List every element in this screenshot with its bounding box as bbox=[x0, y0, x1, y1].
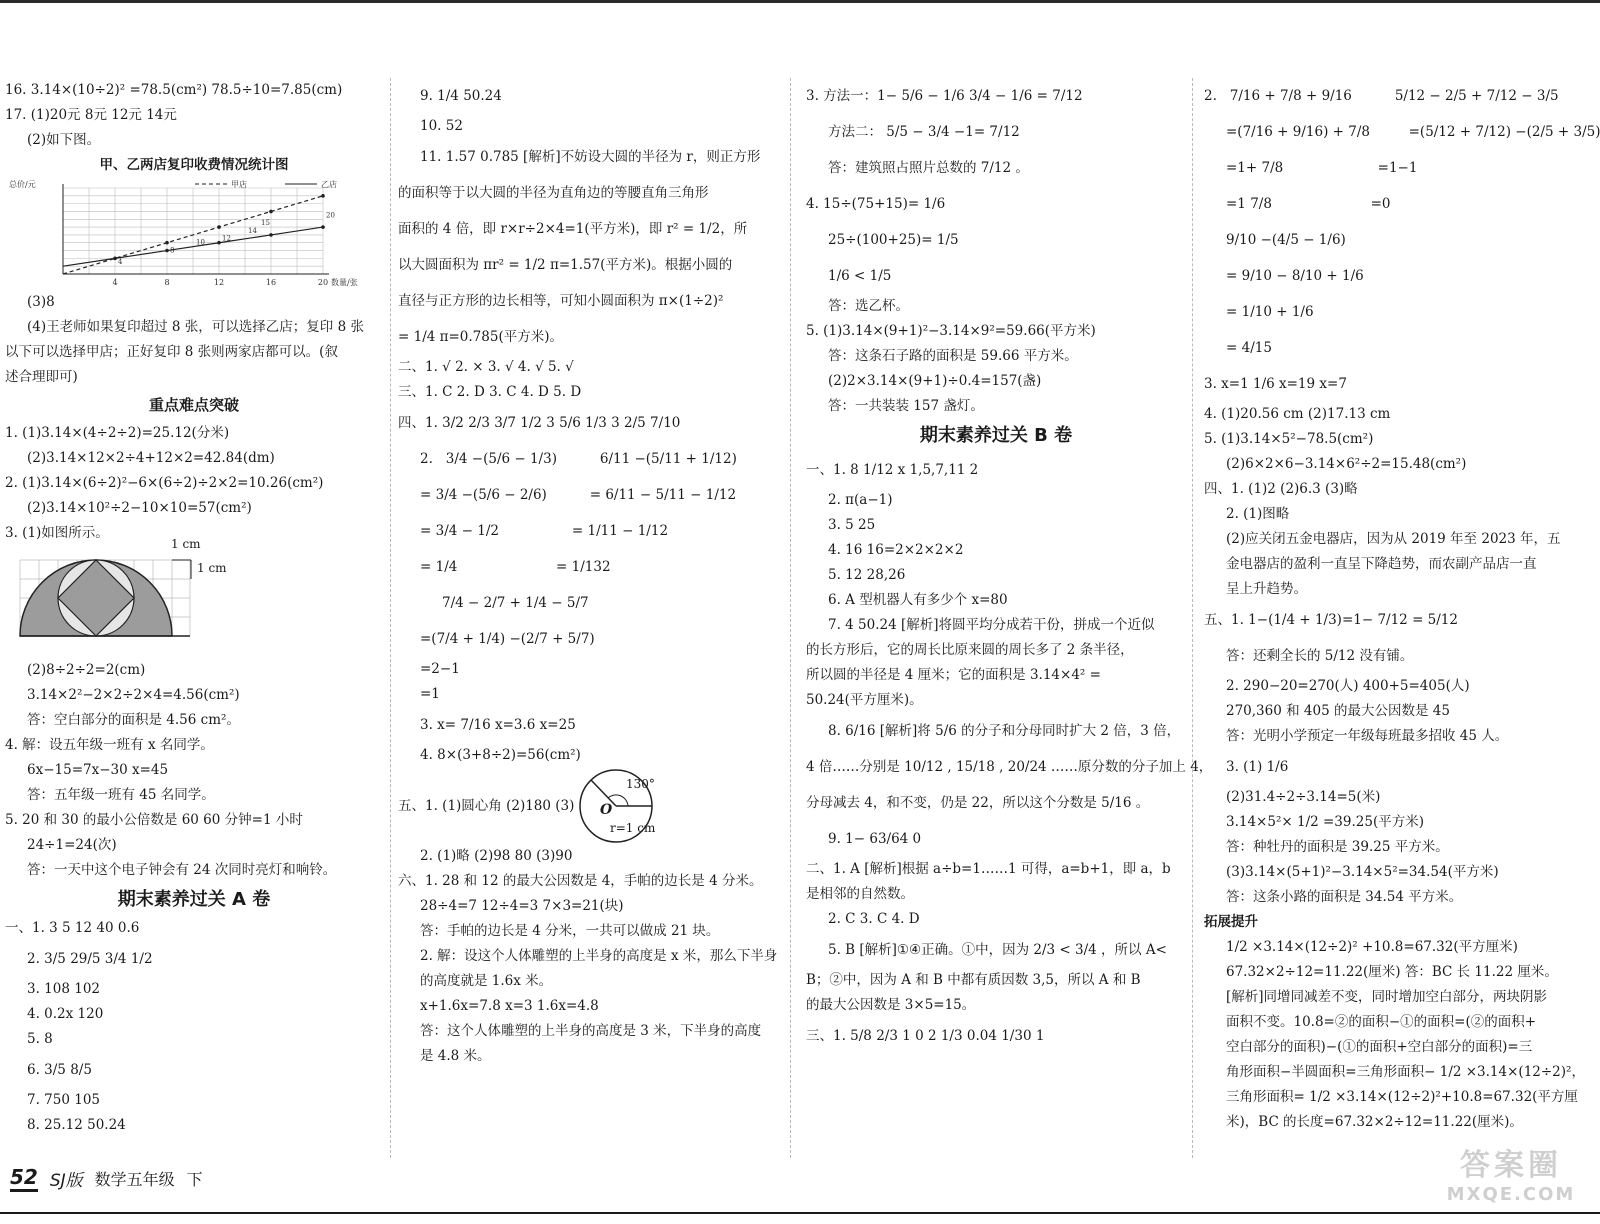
answer-line: 面积的 4 倍，即 r×r÷2×4=1(平方米)，即 r² = 1/2，所 bbox=[398, 221, 748, 237]
column-separator bbox=[1192, 78, 1193, 1158]
answer-line: 28÷4=7 12÷4=3 7×3=21(块) bbox=[420, 898, 624, 914]
answer-line: 述合理即可) bbox=[5, 369, 78, 385]
answer-line: 的面积等于以大圆的半径为直角边的等腰直角三角形 bbox=[398, 185, 709, 201]
answer-line: 是相邻的自然数。 bbox=[806, 886, 914, 902]
answer-line: 8. 25.12 50.24 bbox=[27, 1117, 126, 1133]
answer-line: 二、1. √ 2. × 3. √ 4. √ 5. √ bbox=[398, 359, 574, 375]
answer-line: 5. B [解析]①④正确。①中，因为 2/3 < 3/4 ，所以 A< bbox=[828, 942, 1167, 958]
answer-line: 3. x= 7/16 x=3.6 x=25 bbox=[420, 717, 576, 733]
chart-data-label: 20 bbox=[326, 211, 335, 220]
unit-label-top: 1 cm bbox=[171, 537, 201, 551]
chart-tick-label: 12 bbox=[213, 278, 225, 287]
answer-line: 3. x=1 1/6 x=19 x=7 bbox=[1204, 376, 1347, 392]
answer-line: 8. 6/16 [解析]将 5/6 的分子和分母同时扩大 2 倍，3 倍， bbox=[828, 723, 1181, 739]
answer-line: 空白部分的面积)−(①的面积+空白部分的面积)=三 bbox=[1226, 1039, 1533, 1055]
answer-line: = 1/10 + 1/6 bbox=[1226, 304, 1314, 320]
answer-line: 答：建筑照占照片总数的 7/12 。 bbox=[828, 160, 1029, 176]
answer-line: (2)3.14×10²÷2−10×10=57(cm²) bbox=[27, 500, 252, 516]
chart-x-label: 数量/张 bbox=[331, 278, 358, 287]
answer-line: 3. (1)如图所示。 bbox=[5, 525, 109, 541]
chart-tick-label: 16 bbox=[265, 278, 277, 287]
answer-line: 5. (1)3.14×(9+1)²−3.14×9²=59.66(平方米) bbox=[806, 323, 1096, 339]
answer-line: 6. 3/5 8/5 bbox=[27, 1062, 92, 1078]
chart-point bbox=[217, 225, 221, 229]
column-separator bbox=[790, 78, 791, 1158]
answer-line: 270,360 和 405 的最大公因数是 45 bbox=[1226, 703, 1450, 719]
answer-line: 9/10 −(4/5 − 1/6) bbox=[1226, 232, 1346, 248]
section-heading: 期末素养过关 A 卷 bbox=[117, 889, 271, 910]
answer-line: 答：这条石子路的面积是 59.66 平方米。 bbox=[828, 348, 1078, 364]
chart-y-label: 总价/元 bbox=[9, 180, 36, 189]
answer-line: (2)应关闭五金电器店，因为从 2019 年至 2023 年，五 bbox=[1226, 531, 1561, 547]
answer-line: 11. 1.57 0.785 [解析]不妨设大圆的半径为 r，则正方形 bbox=[420, 149, 761, 165]
unit-label-right: 1 cm bbox=[197, 561, 227, 575]
answer-line: = 1/4 = 1/132 bbox=[420, 559, 611, 575]
answer-line: 4. 解：设五年级一班有 x 名同学。 bbox=[5, 737, 214, 753]
answer-line: x+1.6x=7.8 x=3 1.6x=4.8 bbox=[420, 998, 599, 1014]
answer-line: = 1/4 π=0.785(平方米)。 bbox=[398, 329, 563, 345]
answer-line: 是 4.8 米。 bbox=[420, 1048, 491, 1064]
answer-line: 的最大公因数是 3×5=15。 bbox=[806, 997, 976, 1013]
answer-line: 3. 108 102 bbox=[27, 981, 100, 997]
answer-line: 2. C 3. C 4. D bbox=[828, 911, 920, 927]
answer-line: 7. 750 105 bbox=[27, 1092, 100, 1108]
answer-line: 3. 5 25 bbox=[828, 517, 876, 533]
answer-line: 三、1. 5/8 2/3 1 0 2 1/3 0.04 1/30 1 bbox=[806, 1028, 1045, 1044]
answer-line: 二、1. A [解析]根据 a÷b=1……1 可得，a=b+1，即 a，b bbox=[806, 861, 1171, 877]
column-separator bbox=[390, 78, 391, 1158]
answer-line: B；②中，因为 A 和 B 中都有质因数 3,5，所以 A 和 B bbox=[806, 972, 1141, 988]
answer-line: 67.32×2÷12=11.22(厘米) 答：BC 长 11.22 厘米。 bbox=[1226, 964, 1558, 980]
column-3 bbox=[806, 78, 1213, 1054]
answer-line: 四、1. (1)2 (2)6.3 (3)略 bbox=[1204, 481, 1358, 497]
chart-data-label: 10 bbox=[196, 238, 205, 247]
watermark bbox=[1426, 1140, 1596, 1220]
answer-line: 一、1. 3 5 12 40 0.6 bbox=[5, 920, 140, 936]
answer-line: 的高度就是 1.6x 米。 bbox=[420, 973, 553, 989]
answer-line: (2)3.14×12×2÷4+12×2=42.84(dm) bbox=[27, 450, 275, 466]
chart-tick-label: 4 bbox=[112, 278, 118, 287]
column-4 bbox=[1204, 78, 1600, 1135]
bottom-rule bbox=[0, 1212, 1600, 1214]
answer-line: = 3/4 − 1/2 = 1/11 − 1/12 bbox=[420, 523, 669, 539]
answer-line: = 9/10 − 8/10 + 1/6 bbox=[1226, 268, 1364, 284]
answer-line: 4. (1)20.56 cm (2)17.13 cm bbox=[1204, 406, 1391, 422]
answer-line: 五、1. (1)圆心角 (2)180 (3) bbox=[398, 798, 575, 814]
answer-line: 16. 3.14×(10÷2)² =78.5(cm²) 78.5÷10=7.85(cm) bbox=[5, 82, 343, 98]
answer-line: 3. (1) 1/6 bbox=[1226, 759, 1289, 775]
answer-line: 角形面积−半圆面积=三角形面积− 1/2 ×3.14×(12÷2)²， bbox=[1226, 1064, 1585, 1080]
answer-line: 面积不变。10.8=②的面积−①的面积=(②的面积+ bbox=[1226, 1014, 1537, 1030]
chart-tick-label: 20 bbox=[317, 278, 329, 287]
answer-line: = 3/4 −(5/6 − 2/6) = 6/11 − 5/11 − 1/12 bbox=[420, 487, 737, 503]
answer-line: = 4/15 bbox=[1226, 340, 1272, 356]
chart-svg bbox=[5, 178, 375, 290]
answer-line: 答：一共装装 157 盏灯。 bbox=[828, 398, 984, 414]
page-number: 52 bbox=[10, 1165, 38, 1192]
answer-line: 五、1. 1−(1/4 + 1/3)=1− 7/12 = 5/12 bbox=[1204, 612, 1458, 628]
answer-line: (4)王老师如果复印超过 8 张，可以选择乙店；复印 8 张 bbox=[27, 319, 364, 335]
answer-line: 三、1. C 2. D 3. C 4. D 5. D bbox=[398, 384, 582, 400]
answer-line: 5. 12 28,26 bbox=[828, 567, 906, 583]
answer-line: 50.24(平方厘米)。 bbox=[806, 692, 923, 708]
chart-point bbox=[269, 233, 273, 237]
answer-line: 答：空白部分的面积是 4.56 cm²。 bbox=[27, 712, 240, 728]
answer-line: 答：还剩全长的 5/12 没有铺。 bbox=[1226, 648, 1414, 664]
answer-line: =1+ 7/8 =1−1 bbox=[1226, 160, 1418, 176]
answer-line: (3)8 bbox=[27, 294, 55, 310]
answer-line: 3.14×5²× 1/2 =39.25(平方米) bbox=[1226, 814, 1424, 830]
edition-label: SJ版 bbox=[49, 1170, 83, 1191]
answer-line: (2)8÷2÷2=2(cm) bbox=[27, 662, 146, 678]
chart-data-label: 14 bbox=[248, 226, 257, 235]
semicircle-figure bbox=[5, 537, 383, 658]
volume-label: 下 bbox=[186, 1169, 203, 1189]
answer-line: 六、1. 28 和 12 的最大公因数是 4，手帕的边长是 4 分米。 bbox=[398, 873, 763, 889]
answer-line: 4. 16 16=2×2×2×2 bbox=[828, 542, 964, 558]
answer-line: 6x−15=7x−30 x=45 bbox=[27, 762, 169, 778]
answer-line: 9. 1− 63/64 0 bbox=[828, 831, 922, 847]
answer-line: 答：这条小路的面积是 34.54 平方米。 bbox=[1226, 889, 1463, 905]
chart-point bbox=[321, 194, 325, 198]
answer-line: 2. 3/4 −(5/6 − 1/3) 6/11 −(5/11 + 1/12) bbox=[420, 451, 737, 467]
answer-line: 4. 0.2x 120 bbox=[27, 1006, 104, 1022]
answer-line: 答：种牡丹的面积是 39.25 平方米。 bbox=[1226, 839, 1449, 855]
subject-label: 数学五年级 bbox=[94, 1169, 175, 1189]
radius-label: r=1 cm bbox=[610, 821, 656, 835]
answer-line: =(7/4 + 1/4) −(2/7 + 5/7) bbox=[420, 631, 595, 647]
answer-line: 25÷(100+25)= 1/5 bbox=[828, 232, 959, 248]
section-heading: 期末素养过关 B 卷 bbox=[919, 425, 1073, 446]
column-1 bbox=[5, 78, 383, 1138]
chart-title: 甲、乙两店复印收费情况统计图 bbox=[99, 157, 289, 173]
answer-line: 2. 7/16 + 7/8 + 9/16 5/12 − 2/5 + 7/12 − 3/5 bbox=[1204, 88, 1559, 104]
answer-line: 金电器店的盈利一直呈下降趋势，而农副产品店一直 bbox=[1226, 556, 1537, 572]
answer-line: 5. 20 和 30 的最小公倍数是 60 60 分钟=1 小时 bbox=[5, 812, 303, 828]
answer-line: 一、1. 8 1/12 x 1,5,7,11 2 bbox=[806, 462, 979, 478]
answer-line: 答：五年级一班有 45 名同学。 bbox=[27, 787, 215, 803]
chart-point bbox=[217, 241, 221, 245]
answer-line: 2. (1)图略 bbox=[1226, 506, 1290, 522]
angle-figure-row bbox=[398, 768, 784, 844]
answer-line: 7/4 − 2/7 + 1/4 − 5/7 bbox=[442, 595, 589, 611]
chart-point bbox=[321, 225, 325, 229]
answer-line: 17. (1)20元 8元 12元 14元 bbox=[5, 107, 177, 123]
answer-line: 四、1. 3/2 2/3 3/7 1/2 3 5/6 1/3 3 2/5 7/10 bbox=[398, 415, 681, 431]
answer-line: 3. 方法一：1− 5/6 − 1/6 3/4 − 1/6 = 7/12 bbox=[806, 88, 1083, 104]
answer-line: (2)2×3.14×(9+1)÷0.4=157(盏) bbox=[828, 373, 1042, 389]
answer-line: 2. (1)略 (2)98 80 (3)90 bbox=[420, 848, 573, 864]
answer-line: 以下可以选择甲店；正好复印 8 张则两家店都可以。(叙 bbox=[5, 344, 338, 360]
chart-legend-label: 甲店 bbox=[231, 180, 247, 189]
answer-line: 1/6 < 1/5 bbox=[828, 268, 892, 284]
answer-line: 5. 8 bbox=[27, 1031, 53, 1047]
chart-data-label: 8 bbox=[170, 246, 175, 255]
answer-line: 2. (1)3.14×(6÷2)²−6×(6÷2)÷2×2=10.26(cm²) bbox=[5, 475, 324, 491]
section-heading: 拓展提升 bbox=[1204, 914, 1258, 930]
answer-line: 6. A 型机器人有多少个 x=80 bbox=[828, 592, 1008, 608]
answer-line: 4. 8×(3+8÷2)=56(cm²) bbox=[420, 747, 581, 763]
answer-line: 7. 4 50.24 [解析]将圆平均分成若干份，拼成一个近似 bbox=[828, 617, 1155, 633]
page-footer bbox=[10, 1164, 203, 1192]
answer-line: 呈上升趋势。 bbox=[1226, 581, 1307, 597]
answer-line: (2)如下图。 bbox=[27, 132, 101, 148]
answer-line: 答：光明小学预定一年级每班最多招收 45 人。 bbox=[1226, 728, 1509, 744]
answer-line: 4 倍……分别是 10/12 , 15/18 , 20/24 ……原分数的分子加上 4， bbox=[806, 759, 1213, 775]
section-heading: 重点难点突破 bbox=[148, 396, 239, 414]
chart-legend-label: 乙店 bbox=[321, 180, 337, 189]
answer-line: 1. (1)3.14×(4÷2÷2)=25.12(分米) bbox=[5, 425, 230, 441]
answer-line: 5. (1)3.14×5²−78.5(cm²) bbox=[1204, 431, 1374, 447]
answer-line: 9. 1/4 50.24 bbox=[420, 88, 502, 104]
watermark-url: MXQE.COM bbox=[1446, 1184, 1576, 1205]
answer-line: 直径与正方形的边长相等，可知小圆面积为 π×(1÷2)² bbox=[398, 293, 724, 309]
answer-line: 2. 3/5 29/5 3/4 1/2 bbox=[27, 951, 153, 967]
answer-line: 所以圆的半径是 4 厘米；它的面积是 3.14×4² = bbox=[806, 667, 1101, 683]
answer-line: 答：一天中这个电子钟会有 24 次同时亮灯和响铃。 bbox=[27, 862, 337, 878]
top-rule bbox=[0, 0, 1600, 3]
answer-line: =1 7/8 =0 bbox=[1226, 196, 1391, 212]
answer-line: 4. 15÷(75+15)= 1/6 bbox=[806, 196, 946, 212]
chart-data-label: 15 bbox=[261, 219, 270, 228]
answer-line: (2)6×2×6−3.14×6²÷2=15.48(cm²) bbox=[1226, 456, 1467, 472]
answer-line: 分母减去 4，和不变，仍是 22，所以这个分数是 5/16 。 bbox=[806, 795, 1150, 811]
center-label: O bbox=[600, 802, 613, 818]
answer-line: 三角形面积= 1/2 ×3.14×(12÷2)²+10.8=67.32(平方厘 bbox=[1226, 1089, 1578, 1105]
answer-line: 方法二： 5/5 − 3/4 −1= 7/12 bbox=[828, 124, 1020, 140]
answer-line: 2. π(a−1) bbox=[828, 492, 893, 508]
answer-line: =2−1 bbox=[420, 661, 460, 677]
answer-line: 答：选乙杯。 bbox=[828, 298, 909, 314]
answer-line: 10. 52 bbox=[420, 118, 463, 134]
chart-data-label: 4 bbox=[118, 258, 123, 267]
answer-line: 的长方形后，它的周长比原来圆的周长多了 2 条半径， bbox=[806, 642, 1134, 658]
answer-line: 米)，BC 的长度=67.32×2÷12=11.22(厘米)。 bbox=[1226, 1114, 1523, 1130]
chart-point bbox=[113, 257, 117, 261]
answer-line: (2)31.4÷2÷3.14=5(米) bbox=[1226, 789, 1381, 805]
answer-line: 24÷1=24(次) bbox=[27, 837, 117, 853]
chart-point bbox=[165, 249, 169, 253]
answer-line: 1/2 ×3.14×(12÷2)² +10.8=67.32(平方厘米) bbox=[1226, 939, 1518, 955]
semicircle-svg bbox=[5, 546, 205, 658]
angle-label: 130° bbox=[626, 777, 655, 791]
chart-tick-label: 8 bbox=[164, 278, 170, 287]
answer-line: =(7/16 + 9/16) + 7/8 =(5/12 + 7/12) −(2/5 + 3/5) bbox=[1226, 124, 1600, 140]
answer-line: 答：手帕的边长是 4 分米，一共可以做成 21 块。 bbox=[420, 923, 720, 939]
answer-line: 2. 290−20=270(人) 400+5=405(人) bbox=[1226, 678, 1470, 694]
answer-line: 以大圆面积为 πr² = 1/2 π=1.57(平方米)。根据小圆的 bbox=[398, 257, 733, 273]
chart-data-label: 12 bbox=[222, 234, 231, 243]
answer-line: 2. 解：设这个人体雕塑的上半身的高度是 x 米，那么下半身 bbox=[420, 948, 778, 964]
answer-line: 答：这个人体雕塑的上半身的高度是 3 米，下半身的高度 bbox=[420, 1023, 762, 1039]
answer-line: (3)3.14×(5+1)²−3.14×5²=34.54(平方米) bbox=[1226, 864, 1499, 880]
watermark-text: 答案圈 bbox=[1460, 1148, 1562, 1183]
chart-point bbox=[165, 241, 169, 245]
answer-line: =1 bbox=[420, 686, 440, 702]
line-chart bbox=[5, 178, 383, 290]
answer-line: [解析]同增同减差不变，同时增加空白部分，两块阴影 bbox=[1226, 989, 1548, 1005]
column-2 bbox=[398, 78, 784, 1069]
answer-line: 3.14×2²−2×2÷2×4=4.56(cm²) bbox=[27, 687, 240, 703]
chart-point bbox=[269, 210, 273, 214]
